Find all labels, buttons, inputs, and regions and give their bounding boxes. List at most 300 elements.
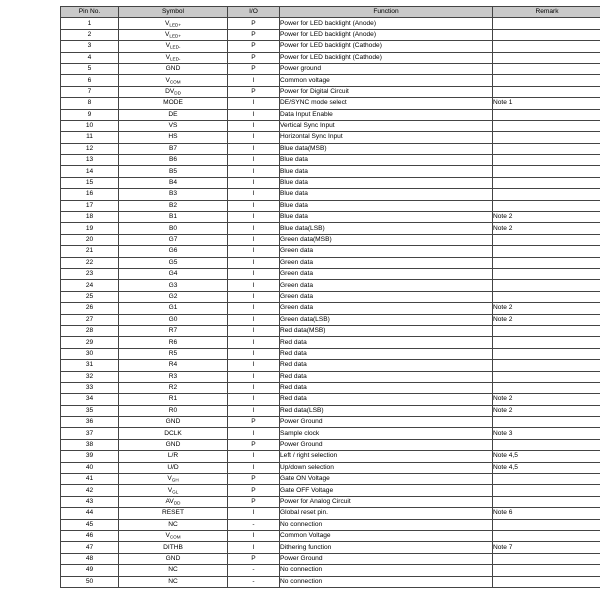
function-cell: Red data	[280, 394, 493, 405]
symbol-subscript: GH	[171, 477, 179, 483]
symbol-text: G0	[168, 315, 178, 323]
pin-number-cell: 4	[61, 52, 119, 63]
header-function: Function	[280, 7, 493, 18]
symbol-cell	[119, 86, 228, 97]
symbol-text: DV	[165, 87, 175, 95]
pin-number-cell: 24	[61, 280, 119, 291]
symbol-text: GND	[165, 441, 181, 449]
io-type-cell: P	[228, 18, 280, 29]
symbol-cell	[119, 29, 228, 40]
function-cell: Red data	[280, 360, 493, 371]
pin-number-cell: 40	[61, 462, 119, 473]
table-row	[61, 325, 600, 336]
table-row	[61, 75, 600, 86]
pin-number-cell: 9	[61, 109, 119, 120]
table-row	[61, 98, 600, 109]
remark-cell	[493, 143, 600, 154]
symbol-text: DE	[168, 110, 178, 118]
table-row	[61, 234, 600, 245]
remark-cell: Note 4,5	[493, 462, 600, 473]
pin-number-cell: 31	[61, 360, 119, 371]
remark-cell	[493, 439, 600, 450]
table-row	[61, 132, 600, 143]
io-type-cell: I	[228, 371, 280, 382]
remark-cell	[493, 496, 600, 507]
remark-cell	[493, 348, 600, 359]
pin-number-cell: 10	[61, 120, 119, 131]
function-cell: Red data	[280, 382, 493, 393]
function-cell: Dithering function	[280, 542, 493, 553]
remark-cell: Note 2	[493, 405, 600, 416]
io-type-cell: I	[228, 405, 280, 416]
symbol-cell	[119, 303, 228, 314]
function-cell: Red data(MSB)	[280, 325, 493, 336]
pin-number-cell: 21	[61, 246, 119, 257]
pin-number-cell: 15	[61, 177, 119, 188]
symbol-cell	[119, 451, 228, 462]
remark-cell	[493, 257, 600, 268]
table-row	[61, 382, 600, 393]
function-cell: Red data	[280, 337, 493, 348]
symbol-cell	[119, 120, 228, 131]
symbol-subscript: LED+	[169, 33, 182, 39]
pin-number-cell: 42	[61, 485, 119, 496]
symbol-text: G2	[168, 292, 178, 300]
function-cell: DE/SYNC mode select	[280, 98, 493, 109]
function-cell: Green data	[280, 246, 493, 257]
io-type-cell: I	[228, 337, 280, 348]
symbol-cell	[119, 280, 228, 291]
function-cell: Blue data	[280, 155, 493, 166]
pin-number-cell: 12	[61, 143, 119, 154]
remark-cell	[493, 530, 600, 541]
remark-cell	[493, 485, 600, 496]
remark-cell	[493, 52, 600, 63]
symbol-text: R3	[168, 372, 178, 380]
table-row	[61, 348, 600, 359]
symbol-text: B4	[168, 179, 178, 187]
symbol-cell	[119, 508, 228, 519]
symbol-cell	[119, 257, 228, 268]
symbol-cell	[119, 485, 228, 496]
table-row	[61, 474, 600, 485]
pin-number-cell: 43	[61, 496, 119, 507]
remark-cell	[493, 189, 600, 200]
pin-number-cell: 29	[61, 337, 119, 348]
function-cell: Green data(LSB)	[280, 314, 493, 325]
header-symbol: Symbol	[119, 7, 228, 18]
function-cell: Power for Analog Circuit	[280, 496, 493, 507]
io-type-cell: I	[228, 382, 280, 393]
symbol-cell	[119, 360, 228, 371]
table-row	[61, 565, 600, 576]
symbol-text: V	[165, 53, 170, 61]
function-cell: Blue data(MSB)	[280, 143, 493, 154]
remark-cell	[493, 519, 600, 530]
table-row	[61, 439, 600, 450]
symbol-cell	[119, 200, 228, 211]
function-cell: Common voltage	[280, 75, 493, 86]
symbol-cell	[119, 542, 228, 553]
symbol-cell	[119, 18, 228, 29]
function-cell: Global reset pin.	[280, 508, 493, 519]
function-cell: Power for LED backlight (Cathode)	[280, 41, 493, 52]
remark-cell	[493, 371, 600, 382]
function-cell: Up/down selection	[280, 462, 493, 473]
io-type-cell: I	[228, 291, 280, 302]
function-cell: Power for Digital Circuit	[280, 86, 493, 97]
symbol-cell	[119, 462, 228, 473]
table-row	[61, 155, 600, 166]
remark-cell	[493, 75, 600, 86]
pin-number-cell: 6	[61, 75, 119, 86]
pin-number-cell: 27	[61, 314, 119, 325]
symbol-cell	[119, 314, 228, 325]
symbol-cell	[119, 132, 228, 143]
function-cell: Green data	[280, 291, 493, 302]
pin-number-cell: 16	[61, 189, 119, 200]
header-pin-no: Pin No.	[61, 7, 119, 18]
symbol-cell	[119, 98, 228, 109]
function-cell: Sample clock	[280, 428, 493, 439]
symbol-subscript: GL	[172, 489, 179, 495]
symbol-subscript: LED+	[169, 22, 182, 28]
pin-number-cell: 13	[61, 155, 119, 166]
io-type-cell: I	[228, 325, 280, 336]
io-type-cell: I	[228, 155, 280, 166]
table-row	[61, 200, 600, 211]
symbol-text: V	[165, 42, 170, 50]
symbol-cell	[119, 189, 228, 200]
symbol-text: B5	[168, 167, 178, 175]
table-row	[61, 29, 600, 40]
io-type-cell: I	[228, 428, 280, 439]
symbol-text: U/D	[167, 463, 179, 471]
symbol-text: B7	[168, 144, 178, 152]
remark-cell	[493, 166, 600, 177]
table-row	[61, 394, 600, 405]
symbol-cell	[119, 382, 228, 393]
symbol-subscript: DD	[174, 90, 181, 96]
remark-cell	[493, 325, 600, 336]
symbol-cell	[119, 553, 228, 564]
function-cell: Red data	[280, 371, 493, 382]
remark-cell	[493, 234, 600, 245]
symbol-text: MODE	[163, 99, 183, 107]
pin-number-cell: 33	[61, 382, 119, 393]
io-type-cell: I	[228, 530, 280, 541]
symbol-text: GND	[165, 554, 181, 562]
io-type-cell: -	[228, 519, 280, 530]
table-row	[61, 508, 600, 519]
table-row	[61, 303, 600, 314]
pin-number-cell: 11	[61, 132, 119, 143]
io-type-cell: P	[228, 485, 280, 496]
remark-cell	[493, 18, 600, 29]
pin-number-cell: 48	[61, 553, 119, 564]
pin-number-cell: 26	[61, 303, 119, 314]
function-cell: Red data(LSB)	[280, 405, 493, 416]
pin-number-cell: 32	[61, 371, 119, 382]
io-type-cell: I	[228, 314, 280, 325]
symbol-text: G5	[168, 258, 178, 266]
table-row	[61, 542, 600, 553]
function-cell: Common Voltage	[280, 530, 493, 541]
pin-number-cell: 23	[61, 268, 119, 279]
remark-cell	[493, 553, 600, 564]
table-row	[61, 86, 600, 97]
pin-number-cell: 22	[61, 257, 119, 268]
symbol-text: HS	[168, 133, 178, 141]
symbol-text: GND	[165, 65, 181, 73]
table-row	[61, 257, 600, 268]
symbol-text: R2	[168, 384, 178, 392]
io-type-cell: I	[228, 109, 280, 120]
remark-cell	[493, 41, 600, 52]
symbol-subscript: COM	[169, 79, 181, 85]
function-cell: No connection	[280, 565, 493, 576]
io-type-cell: P	[228, 496, 280, 507]
symbol-text: R5	[168, 349, 178, 357]
table-row	[61, 371, 600, 382]
function-cell: Power for LED backlight (Cathode)	[280, 52, 493, 63]
symbol-subscript: LED-	[169, 44, 181, 50]
function-cell: Power Ground	[280, 439, 493, 450]
pin-number-cell: 8	[61, 98, 119, 109]
symbol-text: B6	[168, 156, 178, 164]
symbol-text: G3	[168, 281, 178, 289]
function-cell: Green data(MSB)	[280, 234, 493, 245]
io-type-cell: I	[228, 280, 280, 291]
io-type-cell: I	[228, 120, 280, 131]
symbol-text: DCLK	[164, 429, 182, 437]
symbol-text: B2	[168, 201, 178, 209]
remark-cell: Note 1	[493, 98, 600, 109]
table-row	[61, 223, 600, 234]
io-type-cell: P	[228, 63, 280, 74]
function-cell: Left / right selection	[280, 451, 493, 462]
function-cell: Blue data(LSB)	[280, 223, 493, 234]
symbol-cell	[119, 428, 228, 439]
symbol-text: V	[164, 19, 170, 27]
pin-number-cell: 38	[61, 439, 119, 450]
symbol-cell	[119, 417, 228, 428]
io-type-cell: I	[228, 542, 280, 553]
symbol-cell	[119, 519, 228, 530]
pin-number-cell: 20	[61, 234, 119, 245]
remark-cell	[493, 337, 600, 348]
io-type-cell: I	[228, 246, 280, 257]
symbol-subscript: LED-	[169, 56, 181, 62]
table-row	[61, 189, 600, 200]
symbol-text: R0	[168, 406, 178, 414]
remark-cell	[493, 177, 600, 188]
remark-cell	[493, 109, 600, 120]
remark-cell	[493, 280, 600, 291]
function-cell: No connection	[280, 576, 493, 587]
table-row	[61, 337, 600, 348]
function-cell: Blue data	[280, 166, 493, 177]
function-cell: Power ground	[280, 63, 493, 74]
io-type-cell: I	[228, 348, 280, 359]
symbol-subscript: DD	[173, 500, 181, 506]
pin-number-cell: 39	[61, 451, 119, 462]
remark-cell	[493, 474, 600, 485]
remark-cell	[493, 291, 600, 302]
symbol-cell	[119, 474, 228, 485]
function-cell: Blue data	[280, 177, 493, 188]
table-row	[61, 405, 600, 416]
symbol-cell	[119, 143, 228, 154]
table-row	[61, 485, 600, 496]
io-type-cell: P	[228, 474, 280, 485]
symbol-cell	[119, 155, 228, 166]
symbol-text: B1	[168, 213, 178, 221]
remark-cell	[493, 382, 600, 393]
table-row	[61, 63, 600, 74]
remark-cell: Note 2	[493, 212, 600, 223]
io-type-cell: P	[228, 417, 280, 428]
header-remark: Remark	[493, 7, 600, 18]
table-row	[61, 268, 600, 279]
header-row	[61, 7, 600, 18]
table-row	[61, 177, 600, 188]
symbol-cell	[119, 337, 228, 348]
remark-cell	[493, 268, 600, 279]
function-cell: Vertical Sync Input	[280, 120, 493, 131]
symbol-text: V	[167, 486, 173, 494]
symbol-text: DITHB	[163, 543, 183, 551]
function-cell: Green data	[280, 280, 493, 291]
pin-assignment-table	[60, 6, 600, 588]
symbol-text: RESET	[162, 509, 184, 517]
pin-number-cell: 7	[61, 86, 119, 97]
table-row	[61, 519, 600, 530]
pin-number-cell: 17	[61, 200, 119, 211]
symbol-text: G4	[168, 270, 178, 278]
pin-number-cell: 41	[61, 474, 119, 485]
pin-number-cell: 37	[61, 428, 119, 439]
pin-number-cell: 1	[61, 18, 119, 29]
remark-cell	[493, 576, 600, 587]
symbol-cell	[119, 109, 228, 120]
table-header	[61, 7, 600, 18]
symbol-text: V	[165, 76, 170, 84]
pin-number-cell: 47	[61, 542, 119, 553]
remark-cell	[493, 246, 600, 257]
io-type-cell: P	[228, 86, 280, 97]
symbol-cell	[119, 496, 228, 507]
table-row	[61, 246, 600, 257]
remark-cell	[493, 417, 600, 428]
function-cell: Blue data	[280, 212, 493, 223]
io-type-cell: I	[228, 257, 280, 268]
io-type-cell: I	[228, 166, 280, 177]
symbol-cell	[119, 41, 228, 52]
symbol-cell	[119, 291, 228, 302]
symbol-cell	[119, 394, 228, 405]
table-row	[61, 496, 600, 507]
table-body	[61, 18, 600, 588]
pin-number-cell: 49	[61, 565, 119, 576]
table-row	[61, 576, 600, 587]
symbol-text: R1	[168, 395, 178, 403]
io-type-cell: I	[228, 394, 280, 405]
pin-number-cell: 36	[61, 417, 119, 428]
pin-number-cell: 34	[61, 394, 119, 405]
remark-cell	[493, 29, 600, 40]
pin-number-cell: 3	[61, 41, 119, 52]
remark-cell	[493, 132, 600, 143]
io-type-cell: I	[228, 303, 280, 314]
remark-cell: Note 2	[493, 303, 600, 314]
io-type-cell: P	[228, 29, 280, 40]
function-cell: No connection	[280, 519, 493, 530]
table-row	[61, 530, 600, 541]
table-row	[61, 360, 600, 371]
remark-cell	[493, 565, 600, 576]
pin-number-cell: 50	[61, 576, 119, 587]
remark-cell: Note 4,5	[493, 451, 600, 462]
io-type-cell: I	[228, 177, 280, 188]
io-type-cell: P	[228, 41, 280, 52]
symbol-cell	[119, 177, 228, 188]
symbol-cell	[119, 576, 228, 587]
symbol-text: G7	[168, 236, 178, 243]
function-cell: Power for LED backlight (Anode)	[280, 18, 493, 29]
function-cell: Gate ON Voltage	[280, 474, 493, 485]
symbol-text: R7	[168, 327, 178, 335]
symbol-subscript: COM	[169, 534, 181, 540]
io-type-cell: I	[228, 508, 280, 519]
io-type-cell: I	[228, 75, 280, 86]
symbol-text: GND	[165, 418, 181, 426]
table-row	[61, 166, 600, 177]
function-cell: Power Ground	[280, 417, 493, 428]
table-row	[61, 52, 600, 63]
pin-number-cell: 18	[61, 212, 119, 223]
io-type-cell: I	[228, 234, 280, 245]
symbol-cell	[119, 565, 228, 576]
pin-number-cell: 45	[61, 519, 119, 530]
table-row	[61, 428, 600, 439]
io-type-cell: P	[228, 52, 280, 63]
table-row	[61, 41, 600, 52]
remark-cell: Note 7	[493, 542, 600, 553]
symbol-text: NC	[168, 577, 178, 585]
symbol-cell	[119, 405, 228, 416]
table-row	[61, 18, 600, 29]
function-cell: Blue data	[280, 189, 493, 200]
table-row	[61, 120, 600, 131]
symbol-cell	[119, 75, 228, 86]
function-cell: Power Ground	[280, 553, 493, 564]
symbol-cell	[119, 325, 228, 336]
table-row	[61, 314, 600, 325]
io-type-cell: -	[228, 576, 280, 587]
symbol-cell	[119, 348, 228, 359]
pin-number-cell: 5	[61, 63, 119, 74]
symbol-text: B0	[168, 224, 178, 232]
function-cell: Gate OFF Voltage	[280, 485, 493, 496]
symbol-text: R4	[168, 361, 178, 369]
function-cell: Blue data	[280, 200, 493, 211]
symbol-text: B3	[168, 190, 178, 198]
io-type-cell: -	[228, 565, 280, 576]
io-type-cell: I	[228, 268, 280, 279]
io-type-cell: P	[228, 439, 280, 450]
function-cell: Power for LED backlight (Anode)	[280, 29, 493, 40]
